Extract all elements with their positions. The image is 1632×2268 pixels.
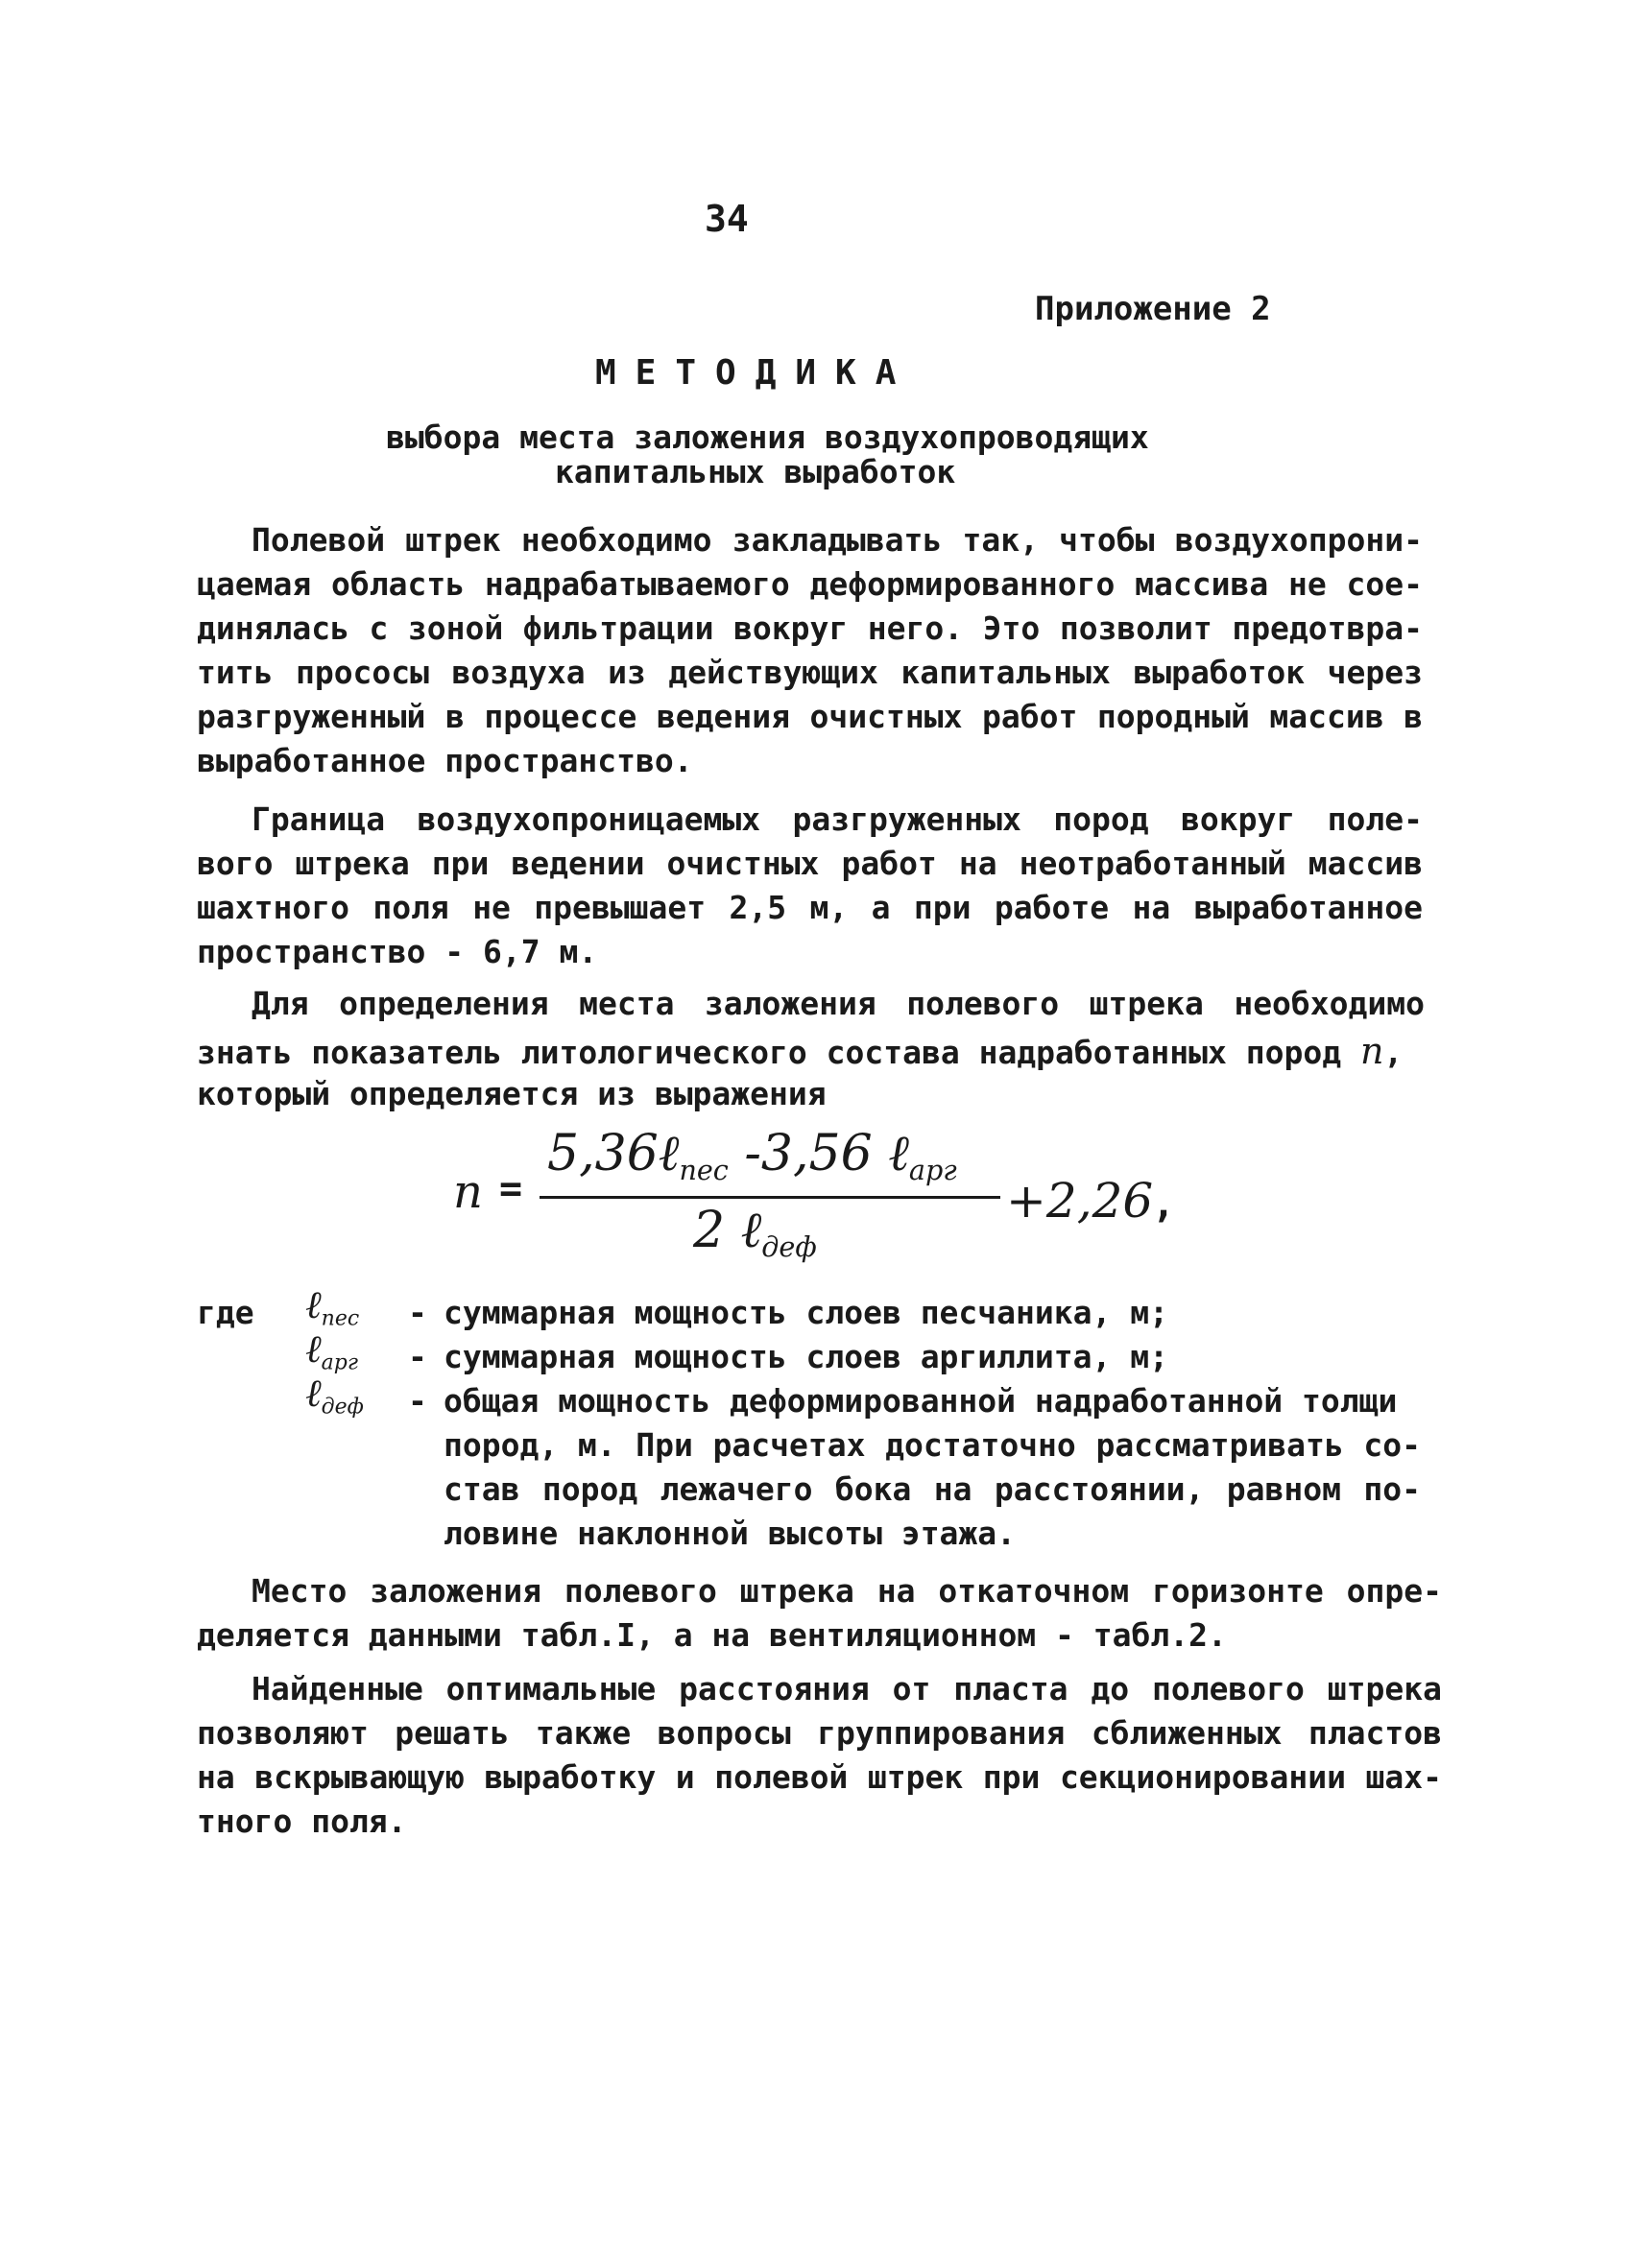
paragraph-3-text: знать показатель литологического состава надработанных пород [197,1034,1342,1071]
definition-dash: - [408,1338,427,1375]
subtitle-line: капитальных выработок [555,453,956,490]
paragraph-2-line: Граница воздухопроницаемых разгруженных пород вокруг поле- [252,800,1423,838]
formula-plus: +2,26 [1006,1173,1154,1229]
definitions-where: где [197,1294,254,1331]
paragraph-1-line: Полевой штрек необходимо закладывать так, чтобы воздухопрони- [252,521,1423,559]
formula-lhs: n [453,1165,483,1219]
paragraph-1-line: цаемая область надрабатываемого деформированного массива не сое- [197,565,1423,603]
definition-symbol: ℓ$_{пес}$ [305,1283,360,1331]
formula-denominator: 2 ℓ$_{деф}$ [693,1202,817,1263]
paragraph-2-line: пространство - 6,7 м. [197,933,598,970]
formula-end-punctuation: , [1152,1182,1176,1227]
definition-text: суммарная мощность слоев песчаника, м; [444,1294,1168,1331]
paragraph-4-line: Место заложения полевого штрека на откаточном горизонте опре- [252,1572,1442,1610]
appendix-label: Приложение 2 [1035,290,1271,328]
paragraph-2-line: вого штрека при ведении очистных работ на неотработанный массив [197,845,1423,882]
paragraph-1-line: разгруженный в процессе ведения очистных работ породный массив в [197,698,1423,735]
definition-dash: - [408,1382,427,1420]
definition-text: став пород лежачего бока на расстоянии, равном по- [444,1470,1421,1508]
formula-fraction-bar [540,1196,1000,1199]
paragraph-1-line: тить прососы воздуха из действующих капитальных выработок через [197,654,1423,691]
formula-numerator: 5,36ℓ$_{пес}$ -3,56 ℓ$_{арг}$ [547,1125,957,1186]
paragraph-5-line: Найденные оптимальные расстояния от пласта до полевого штрека [252,1670,1442,1707]
paragraph-1-line: динялась с зоной фильтрации вокруг него. Это позволит предотвра- [197,609,1423,647]
subtitle-line: выбора места заложения воздухопроводящих [386,418,1149,456]
definition-text: ловине наклонной высоты этажа. [444,1515,1017,1552]
paragraph-1-line: выработанное пространство. [197,742,693,779]
paragraph-4-line: деляется данными табл.I, а на вентиляционном - табл.2. [197,1616,1227,1654]
definition-symbol: ℓ$_{арг}$ [305,1327,358,1375]
definition-symbol: ℓ$_{деф}$ [305,1372,364,1420]
formula-equals: = [499,1167,523,1211]
definition-text: суммарная мощность слоев аргиллита, м; [444,1338,1168,1375]
paragraph-5-line: на вскрывающую выработку и полевой штрек при секционировании шах- [197,1758,1442,1796]
paragraph-2-line: шахтного поля не превышает 2,5 м, а при работе на выработанное [197,889,1423,926]
paragraph-3-line: который определяется из выражения [197,1075,827,1112]
definition-text: пород, м. При расчетах достаточно рассматривать со- [444,1426,1421,1464]
paragraph-3-line [197,1030,1445,1072]
paragraph-3-line: Для определения места заложения полевого штрека необходимо [252,985,1425,1022]
paragraph-5-line: тного поля. [197,1802,407,1840]
page-number: 34 [705,198,749,240]
definition-dash: - [408,1294,427,1331]
paragraph-5-line: позволяют решать также вопросы группирования сближенных пластов [197,1714,1442,1752]
definition-text: общая мощность деформированной надработанной толщи [444,1382,1398,1420]
lithology-index-variable: n [1359,1030,1384,1072]
punctuation: , [1383,1034,1404,1071]
document-title: МЕТОДИКА [595,353,916,393]
